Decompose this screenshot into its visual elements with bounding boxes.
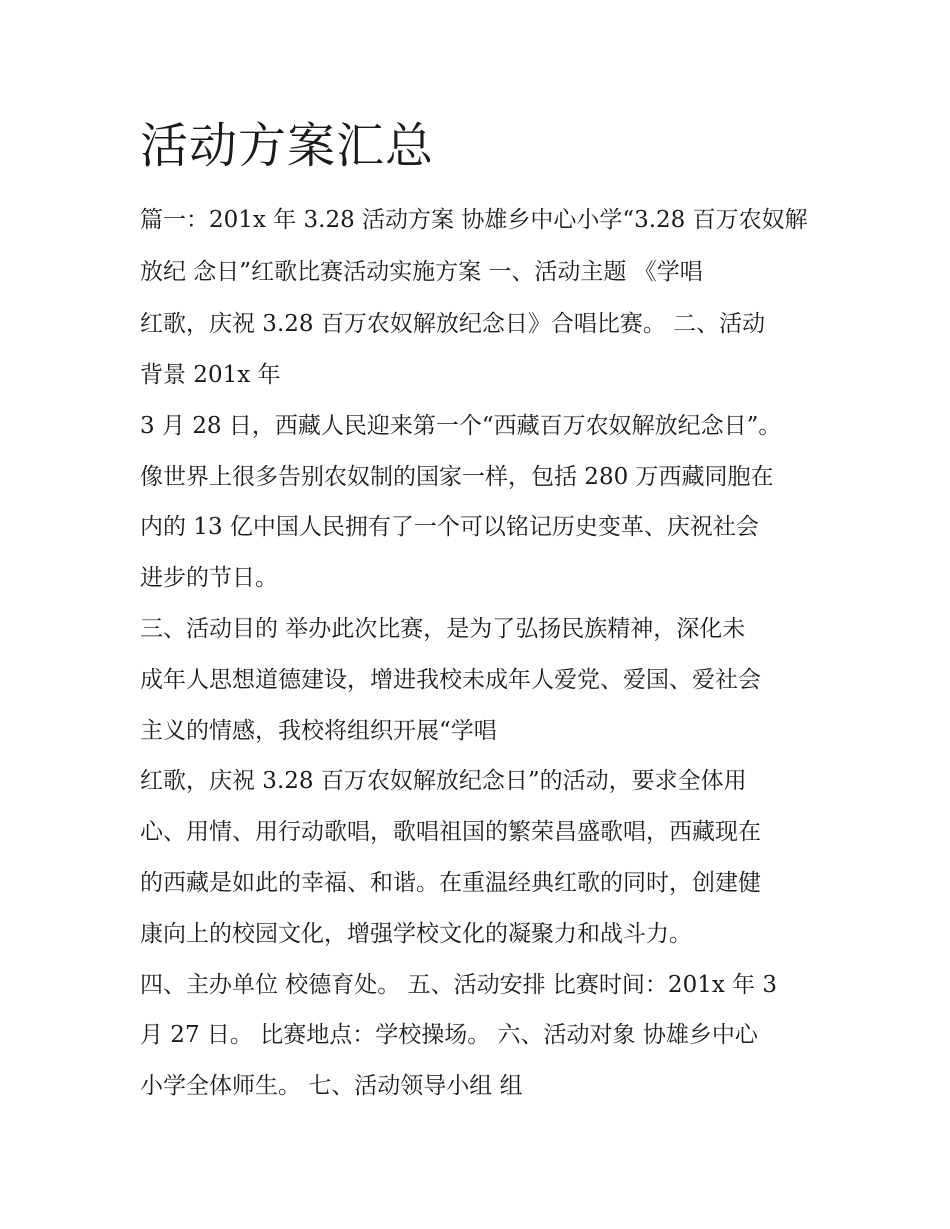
body-line: 像世界上很多告别农奴制的国家一样，包括 280 万西藏同胞在 xyxy=(140,464,774,490)
body-line: 红歌，庆祝 3.28 百万农奴解放纪念日”的活动，要求全体用 xyxy=(140,768,747,794)
body-line: 3 月 28 日，西藏人民迎来第一个“西藏百万农奴解放纪念日”。 xyxy=(140,413,782,439)
body-line: 红歌，庆祝 3.28 百万农奴解放纪念日》合唱比赛。 二、活动 xyxy=(140,311,766,337)
body-line: 四、主办单位 校德育处。 五、活动安排 比赛时间：201x 年 3 xyxy=(140,972,778,998)
body-line: 小学全体师生。 七、活动领导小组 组 xyxy=(140,1073,523,1099)
document-title: 活动方案汇总 xyxy=(140,118,435,174)
body-line: 心、用情、用行动歌唱，歌唱祖国的繁荣昌盛歌唱，西藏现在 xyxy=(140,819,761,845)
body-line: 主义的情感，我校将组织开展“学唱 xyxy=(140,718,497,744)
body-line: 篇一：201x 年 3.28 活动方案 协雄乡中心小学“3.28 百万农奴解 xyxy=(140,207,808,233)
body-line: 三、活动目的 举办此次比赛，是为了弘扬民族精神，深化未 xyxy=(140,616,746,642)
body-line: 月 27 日。 比赛地点：学校操场。 六、活动对象 协雄乡中心 xyxy=(140,1022,758,1048)
body-line: 的西藏是如此的幸福、和谐。在重温经典红歌的同时，创建健 xyxy=(140,870,761,896)
body-line: 内的 13 亿中国人民拥有了一个可以铭记历史变革、庆祝社会 xyxy=(140,514,759,540)
body-line: 康向上的校园文化，增强学校文化的凝聚力和战斗力。 xyxy=(140,921,692,947)
body-line: 背景 201x 年 xyxy=(140,362,281,388)
body-line: 放纪 念日”红歌比赛活动实施方案 一、活动主题 《学唱 xyxy=(140,259,703,285)
body-line: 进步的节日。 xyxy=(140,565,278,591)
body-line: 成年人思想道德建设，增进我校未成年人爱党、爱国、爱社会 xyxy=(140,667,761,693)
